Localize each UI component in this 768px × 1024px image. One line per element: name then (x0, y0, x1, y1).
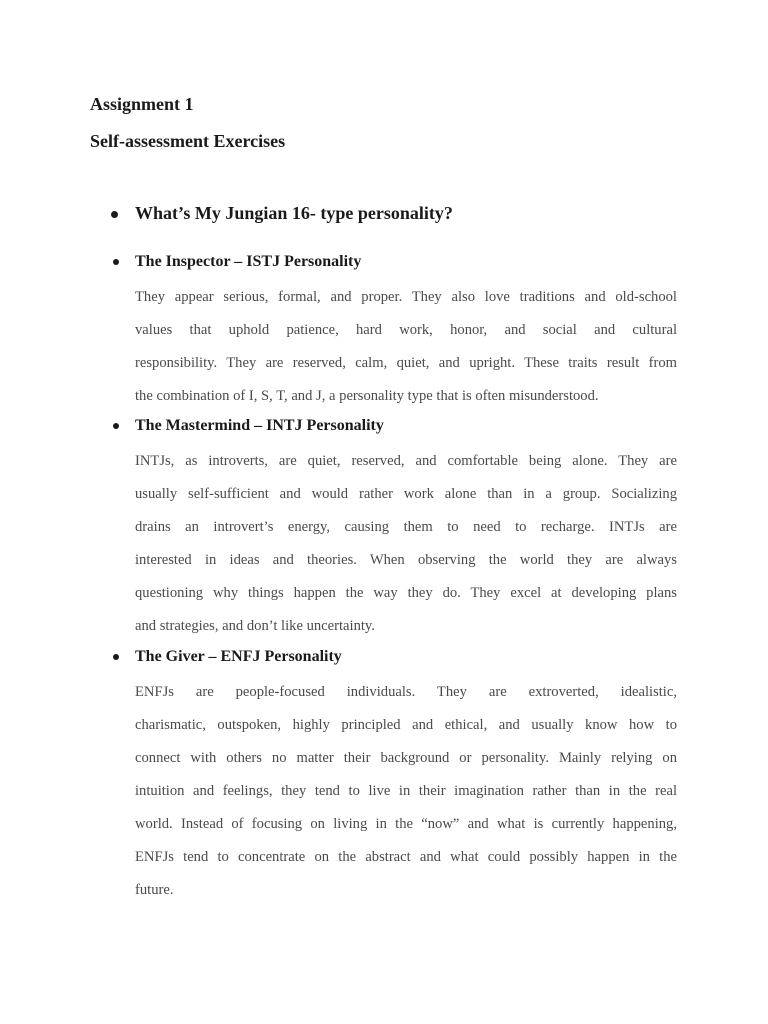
paragraph-line: intuition and feelings, they tend to live in their imagination rather than in the real (135, 783, 677, 799)
section-heading-text: The Mastermind – INTJ Personality (135, 417, 384, 434)
paragraph-line: ENFJs are people-focused individuals. They are extroverted, idealistic, (135, 684, 677, 700)
bullet-icon (113, 654, 119, 660)
paragraph-line: future. (135, 882, 174, 898)
paragraph-line: responsibility. They are reserved, calm, quiet, and upright. These traits result from (135, 355, 677, 371)
paragraph-line: world. Instead of focusing on living in the “now” and what is currently happening, (135, 816, 677, 832)
section-body-enfj (135, 682, 677, 913)
section-body-intj (135, 451, 677, 649)
paragraph-line: They appear serious, formal, and proper. They also love traditions and old-school (135, 289, 677, 305)
paragraph-line: questioning why things happen the way they do. They excel at developing plans (135, 585, 677, 601)
bullet-icon (111, 211, 118, 218)
section-body-istj (135, 287, 677, 419)
bullet-icon (113, 259, 119, 265)
paragraph-line: and strategies, and don’t like uncertainty. (135, 618, 375, 634)
paragraph-line: ENFJs tend to concentrate on the abstract and what could possibly happen in the (135, 849, 677, 865)
main-question-text: What’s My Jungian 16- type personality? (135, 203, 453, 223)
paragraph-line: values that uphold patience, hard work, honor, and social and cultural (135, 322, 677, 338)
paragraph-line: interested in ideas and theories. When observing the world they are always (135, 552, 677, 568)
paragraph-line: usually self-sufficient and would rather work alone than in a group. Socializing (135, 486, 677, 502)
paragraph-line: charismatic, outspoken, highly principled and ethical, and usually know how to (135, 717, 677, 733)
section-heading-text: The Giver – ENFJ Personality (135, 648, 342, 665)
document-subtitle: Self-assessment Exercises (90, 131, 286, 151)
document-title: Assignment 1 (90, 94, 194, 114)
bullet-icon (113, 423, 119, 429)
paragraph-line: drains an introvert’s energy, causing them to need to recharge. INTJs are (135, 519, 677, 535)
paragraph-line: connect with others no matter their background or personality. Mainly relying on (135, 750, 677, 766)
paragraph-line: the combination of I, S, T, and J, a personality type that is often misunderstood. (135, 388, 599, 404)
paragraph-line: INTJs, as introverts, are quiet, reserved, and comfortable being alone. They are (135, 453, 677, 469)
section-heading-text: The Inspector – ISTJ Personality (135, 253, 362, 270)
